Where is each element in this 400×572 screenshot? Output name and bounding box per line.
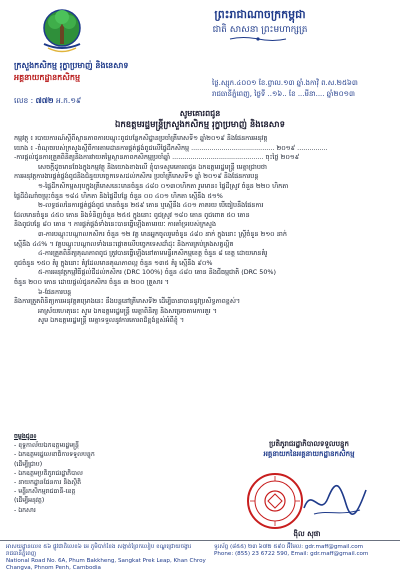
body-line: ផ្ទៃដីដំណាំចម្រុះចំនួន ១៨៤ ហិកតា និងផ្ទៃដីបន្លែ ចំនួន ០០ ៤០១ ហិកតា ស្មើនឹង ៥១% [14, 191, 223, 200]
contact-km: ទូរស័ព្ទ (៨៥៥) ២៣ ៦៧២ ៥៩០ អ៊ីមែល: gdr.maff@gmail.com [214, 544, 364, 550]
ministry-logo [40, 8, 84, 56]
addressee: ឯកឧត្តមរដ្ឋមន្ត្រីក្រសួងកសិកម្ម រុក្ខាប្រមាញ់ និងនេសាទ [115, 120, 285, 130]
footer-contact [214, 544, 398, 558]
body-line: និងពូជបន្លែ ៨០ តោន ។ ការផ្គត់ផ្គង់ទាំងនេះបានធ្វើឡើងតាមរយៈ ការគាំទ្ររបស់ក្រសួង [14, 220, 217, 229]
footer-address [6, 544, 206, 572]
reference-number [14, 96, 81, 107]
date-block [212, 78, 394, 100]
body-line: កម្មវត្ថុ ៖ របាយការណ៍ស្ដីពីស្ថានភាពការបណ្ដុះពូជបន្លែកសិដ្ឋានប្រចាំត្រីមាសទី១ ឆ្នាំ២០១៩ និងផែនការអនុវត្ត [14, 134, 268, 142]
recipient-item: - ឯកឧត្តមរដ្ឋលេខាធិការទទួលបន្ទុក [14, 451, 95, 459]
recipient-item: - ខុទ្ទកាល័យឯកឧត្តមរដ្ឋមន្ត្រី [14, 442, 79, 450]
body-line: ៣-ការបណ្តុះបណ្តាលកសិករ ចំនួន ១២ វគ្គ មានអ្នកចូលរួមចំនួន ៤៨០ នាក់ ក្នុងនោះ ស្ត្រីចំនួន ២១០ នាក់ [38, 229, 287, 238]
body-line: ចំនួន ២០០ តោន ដោយផ្តល់ជូនកសិករ ចំនួន ៣ ២០០ គ្រួសារ ។ [14, 277, 169, 286]
copy-recipients [14, 432, 174, 515]
letterhead-footer [0, 540, 400, 571]
body-line: និងការត្រួតពិនិត្យការអនុវត្តគម្រោងនេះ នឹងបន្តនៅត្រីមាសទី២ ដើម្បីធានាបាននូវប្រសិទ្ធភាពខ្ពស់។ [14, 297, 241, 306]
body-line: យោង ៖ -ចំណុចរបស់ក្រសួងស្ដីពីការតាមដានការផ្គត់ផ្គង់ពូជលើផ្ទៃដីកសិកម្ម ......................................... ២០១៩ ............... [14, 143, 328, 152]
body-line: ៦-ផែនការបន្ត [38, 287, 72, 296]
signature-block [224, 440, 394, 460]
ornament-divider [228, 36, 288, 42]
body-line: ៤-ការត្រួតពិនិត្យគុណភាពពូជ ត្រូវបានធ្វើឡើងនៅតាមមន្ទីរកសិកម្មខេត្ត ចំនួន ៨ ខេត្ត ដោយមានគំរូ [38, 249, 268, 258]
body-line: ការអនុវត្តការងារផ្គត់ផ្គង់ពូជនិងជំនួយបច្ចេកទេសដល់កសិករ ប្រចាំត្រីមាសទី១ ឆ្នាំ ២០១៩ និងផែនការបន្ត [14, 172, 259, 181]
national-motto: ជាតិ សាសនា ព្រះមហាក្សត្រ [212, 25, 308, 35]
ref-number: ៧៧២ [35, 96, 54, 105]
department-name: អគ្គនាយកដ្ឋានកសិកម្ម [14, 73, 81, 82]
body-line: សេចក្តីដូចមានចែងក្នុងកម្មវត្ថុ និងយោងខាងលើ ខ្ញុំបាទសូមគោរពជូន ឯកឧត្តមរដ្ឋមន្ត្រី មេត្តាជ្រាបថា [38, 162, 267, 171]
body-line: ដែលមានចំនួន ៤៥០ តោន និងទំនិញចំនួន ២៥៥ ក្នុងនោះ ពូជស្រូវ ១៨០ តោន ពូជពោត ៥០ តោន [14, 210, 250, 219]
kingdom-title: ព្រះរាជាណាចក្រកម្ពុជា [214, 8, 306, 21]
recipient-item: (ដើម្បីអនុវត្ត) [14, 497, 45, 505]
body-line: -ការផ្ដល់ជូនការត្រួតពិនិត្យនិងការវាយតម្លៃស្ថានភាពកសិកម្មប្រចាំឆ្នាំ ............................................. ចុះថ្ងៃ ២០១៩ [14, 153, 300, 162]
body-line: ១-ផ្ទៃដីកសិកម្មសរុបក្នុងត្រីមាសនេះមានចំនួន ៤៨០ ០១៣០ហិកតា រួមមាន៖ ផ្ទៃដីស្រូវ ចំនួន ២២០ ហិកតា [38, 181, 289, 190]
signatory-title: ប្រតិភូរាជរដ្ឋាភិបាលទទួលបន្ទុក [269, 440, 349, 448]
recipient-item: - នាយកដ្ឋានផែនការ និងស្ថិតិ [14, 479, 82, 487]
signatory-name: ង៉ិល សុផា [293, 530, 321, 538]
body-line: ស្មើនឹង ៤៤% ។ វគ្គបណ្តុះបណ្តាលទាំងនេះផ្តោតលើបច្ចេកទេសដាំដុះ និងការគ្រប់គ្រងសត្វល្អិត [14, 239, 234, 248]
body-line: សូម ឯកឧត្តមរដ្ឋមន្ត្រី មេត្តាទទួលនូវការគោរពដ៏ខ្ពង់ខ្ពស់អំពីខ្ញុំ ។ [38, 316, 185, 325]
signatory-subtitle: អគ្គនាយកនៃអគ្គនាយកដ្ឋានកសិកម្ម [263, 450, 355, 458]
recipient-item: - មន្ទីរកសិកម្មរាជធានី-ខេត្ត [14, 488, 76, 496]
contact-en: Phone: (855) 23 6722 590, Email: gdr.maff@gmail.com [214, 551, 369, 557]
ref-suffix: អ.ក.១៩ [55, 96, 82, 105]
body-line: អាស្រ័យហេតុនេះ សូម ឯកឧត្តមរដ្ឋមន្ត្រី មេត្តាពិនិត្យ និងសម្រេចតាមការគួរ ។ [38, 306, 217, 315]
ref-label: លេខ : [14, 96, 34, 105]
body-line: ៥-ការអនុវត្តកម្មវិធីផ្តល់ជីដល់កសិករ (DRC 100%) ចំនួន ៤៨០ តោន និងជីធម្មជាតិ (DRC 50%) [38, 268, 276, 277]
lunar-date: ថ្ងៃ.ស្សុក.៤០០១ ខែ.ព្ចាល.១៣ ឆ្នាំ.ងកាវ៉ិ ព.ស.២៥៦៣ [212, 79, 358, 87]
handwritten-signature [300, 478, 370, 522]
salutation: សូមគោរពជូន [179, 109, 221, 118]
recipient-item: (ដើម្បីជ្រាប) [14, 460, 43, 468]
recipient-item: - ឯកឧត្តមប្រតិភូរាជរដ្ឋាភិបាល [14, 469, 83, 477]
address-km: អាសយដ្ឋានលេខ ៥៦ ផ្លូវជាតិលេខ៦ អេ ភូមិបាក់ខែង សង្កាត់ព្រែកលៀប ខណ្ឌជ្រោយចង្វារ រាជធានីភ្នំពេញ [6, 544, 192, 557]
solar-date: រាជធានីភ្នំពេញ, ថ្ងៃទី ..១៦.. ខែ ...មីនា.... ឆ្នាំ២០១៣ [212, 90, 355, 98]
recipient-item: - ឯកសារ [14, 506, 36, 514]
letter-body [14, 134, 386, 326]
body-line: ពូជចំនួន ១៥០ គំរូ ក្នុងនោះ គំរូដែលមានគុណភាពល្អ ចំនួន ១៣៥ គំរូ ស្មើនឹង ៩០% [14, 258, 213, 267]
address-en: National Road No. 6A, Phum Bakkheng, Sangkat Prek Leap, Khan Chroy Changva, Phnom Penh, Cambodia [6, 558, 206, 571]
official-stamp [246, 472, 304, 530]
recipients-title: ចម្លងជូន៖ [14, 433, 37, 440]
body-line: ២-លទ្ធផលនៃការផ្គត់ផ្គង់ពូជ មានចំនួន ២៥៩ តោន ឬស្មើនឹង ៤០១ ភាគរយ បើធៀបនឹងផែនការ [38, 201, 264, 210]
ministry-name: ក្រសួងកសិកម្ម រុក្ខាប្រមាញ់ និងនេសាទ [14, 61, 129, 70]
